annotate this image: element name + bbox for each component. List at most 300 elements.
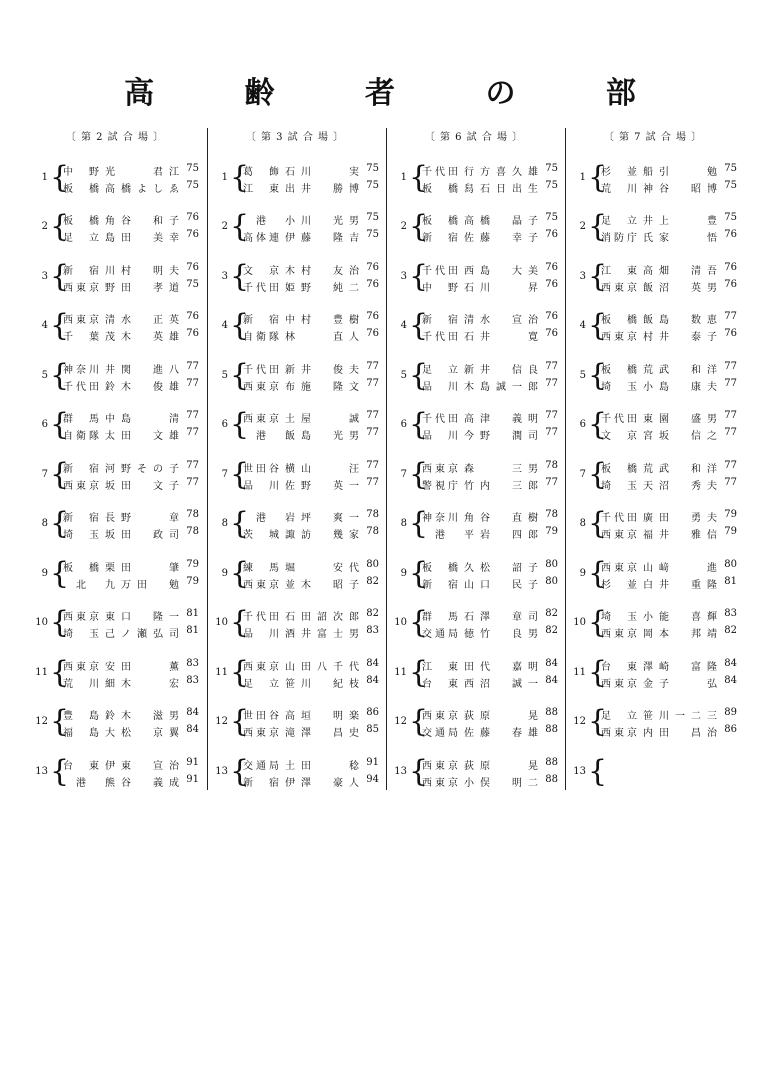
- competitor-name: 伊澤 豪人: [285, 778, 359, 789]
- team-name: 港: [435, 530, 445, 541]
- bracket-brace-icon: {: [588, 160, 608, 195]
- bracket-brace-icon: {: [230, 358, 250, 393]
- competitor-row: [601, 576, 737, 591]
- bracket-brace-icon: {: [409, 655, 429, 690]
- match-entry: [568, 754, 738, 793]
- competitor-name: 石井 寛: [464, 332, 538, 343]
- team-name: 高体連: [243, 233, 279, 244]
- competitor-row: [63, 328, 199, 343]
- competitor-name: 並木 昭子: [285, 580, 359, 591]
- competitor-row: [601, 724, 737, 739]
- bracket-brace-icon: {: [230, 407, 250, 442]
- bracket-brace-icon: {: [50, 358, 70, 393]
- page-title-text: 高 齢 者 の 部: [124, 76, 676, 111]
- competitor-age: 81: [186, 608, 199, 619]
- match-entry: [389, 209, 559, 248]
- bracket-brace-icon: {: [588, 308, 608, 343]
- team-name: 交通局: [422, 728, 458, 739]
- match-entry: [210, 457, 380, 496]
- competitor-age: 75: [724, 212, 737, 223]
- bracket-brace-icon: {: [409, 457, 429, 492]
- competitor-row: [243, 608, 379, 623]
- team-name: 千代田: [601, 513, 637, 524]
- match-number: 3: [579, 271, 586, 282]
- competitor-row: [601, 509, 737, 524]
- competitor-row: [601, 460, 737, 475]
- competitor-age: 77: [186, 378, 199, 389]
- team-name: 千 葉: [63, 332, 99, 343]
- court-column: [30, 128, 200, 790]
- competitor-name: 舄石日出生: [464, 184, 538, 195]
- competitor-age: 77: [366, 361, 379, 372]
- competitor-age: 77: [724, 361, 737, 372]
- competitor-row: [63, 526, 199, 541]
- competitor-row: [422, 229, 558, 244]
- competitor-age: 84: [366, 675, 379, 686]
- competitor-row: [422, 460, 558, 475]
- competitor-age: 76: [186, 262, 199, 273]
- competitor-row: [63, 757, 199, 772]
- competitor-name: 鈴木 俊雄: [105, 382, 179, 393]
- match-entry: [210, 655, 380, 694]
- competitor-row: [601, 608, 737, 623]
- competitor-age: 82: [545, 625, 558, 636]
- team-name: 板 橋: [63, 184, 99, 195]
- team-name: 西東京: [422, 761, 458, 772]
- competitor-age: 77: [724, 378, 737, 389]
- competitor-name: 石澤 章司: [464, 612, 538, 623]
- bracket-brace-icon: {: [588, 358, 608, 393]
- competitor-age: 76: [186, 328, 199, 339]
- competitor-name: 田代 嘉明: [464, 662, 538, 673]
- competitor-age: 76: [724, 229, 737, 240]
- competitor-age: 77: [545, 361, 558, 372]
- competitor-age: 80: [366, 559, 379, 570]
- bracket-brace-icon: {: [50, 259, 70, 294]
- competitor-age: 77: [186, 410, 199, 421]
- match-entry: [389, 754, 559, 793]
- match-number: 11: [215, 667, 228, 678]
- team-name: 神奈川: [63, 365, 99, 376]
- match-entry: [389, 457, 559, 496]
- competitor-name: 飯島 数恵: [643, 315, 717, 326]
- competitor-row: [422, 774, 558, 789]
- match-entry: [389, 605, 559, 644]
- competitor-age: 83: [186, 658, 199, 669]
- competitor-name: 太田 文雄: [105, 431, 179, 442]
- competitor-age: 76: [545, 311, 558, 322]
- competitor-row: [422, 212, 558, 227]
- competitor-name: 小能 喜輝: [643, 612, 717, 623]
- competitor-age: 78: [366, 509, 379, 520]
- competitor-name: 細木 宏: [105, 679, 179, 690]
- match-entry: [30, 160, 200, 199]
- competitor-row: [422, 311, 558, 326]
- competitor-name: 九万田 勉: [105, 580, 179, 591]
- competitor-age: 82: [366, 576, 379, 587]
- competitor-row: [243, 509, 379, 524]
- competitor-age: 84: [366, 658, 379, 669]
- team-name: 西東京: [243, 414, 279, 425]
- competitor-name: 佐野 英一: [285, 481, 359, 492]
- team-name: 西東京: [243, 728, 279, 739]
- match-number: 13: [394, 766, 407, 777]
- competitor-name: 清水 宣治: [464, 315, 538, 326]
- competitor-row: [243, 625, 379, 640]
- competitor-age: 75: [186, 163, 199, 174]
- match-number: 11: [394, 667, 407, 678]
- bracket-brace-icon: {: [50, 704, 70, 739]
- team-name: 板 橋: [422, 563, 458, 574]
- match-entry: [389, 308, 559, 347]
- court-column: [568, 128, 738, 790]
- competitor-row: [601, 559, 737, 574]
- match-number: 4: [221, 320, 228, 331]
- competitor-name: 坂田 文子: [105, 481, 179, 492]
- team-name: 埼 玉: [601, 382, 637, 393]
- competitor-row: [243, 526, 379, 541]
- team-name: 杉 並: [601, 580, 637, 591]
- match-entry: [30, 407, 200, 446]
- match-number: 8: [221, 518, 228, 529]
- competitor-row: [243, 361, 379, 376]
- competitor-name: 飯島 光男: [285, 431, 359, 442]
- team-name: 西東京: [422, 778, 458, 789]
- competitor-name: 中村 豊樹: [285, 315, 359, 326]
- team-name: 豊 島: [63, 711, 99, 722]
- column-divider: [386, 128, 387, 790]
- team-name: 西東京: [63, 612, 99, 623]
- competitor-row: [422, 509, 558, 524]
- competitor-age: 84: [545, 658, 558, 669]
- bracket-brace-icon: {: [588, 506, 608, 541]
- competitor-age: 77: [545, 427, 558, 438]
- team-name: 世田谷: [243, 464, 279, 475]
- match-number: 3: [221, 271, 228, 282]
- competitor-name: 木島誠一郎: [464, 382, 538, 393]
- match-entry: [389, 655, 559, 694]
- match-entry: [568, 655, 738, 694]
- match-number: 13: [573, 766, 586, 777]
- court-header: 〔 第 2 試 合 場 〕: [65, 132, 165, 143]
- competitor-name: 布施 隆文: [285, 382, 359, 393]
- match-number: 8: [41, 518, 48, 529]
- match-number: 4: [41, 320, 48, 331]
- competitor-row: [63, 658, 199, 673]
- bracket-brace-icon: {: [230, 457, 250, 492]
- competitor-name: 小川 光男: [285, 216, 359, 227]
- competitor-row: [243, 658, 379, 673]
- competitor-row: [422, 378, 558, 393]
- team-name: 足 立: [63, 233, 99, 244]
- competitor-name: 天沼 秀夫: [643, 481, 717, 492]
- match-entry: [30, 358, 200, 397]
- competitor-age: 78: [186, 509, 199, 520]
- competitor-age: 76: [545, 328, 558, 339]
- team-name: 葛 飾: [243, 167, 279, 178]
- competitor-row: [243, 279, 379, 294]
- competitor-row: [243, 262, 379, 277]
- match-entry: [568, 259, 738, 298]
- bracket-brace-icon: {: [230, 605, 250, 640]
- competitor-age: 83: [186, 675, 199, 686]
- match-number: 10: [35, 617, 48, 628]
- competitor-name: 岡本 邦靖: [643, 629, 717, 640]
- match-number: 1: [41, 172, 48, 183]
- competitor-age: 83: [724, 608, 737, 619]
- team-name: 練 馬: [243, 563, 279, 574]
- team-name: 西東京: [63, 283, 99, 294]
- bracket-brace-icon: {: [230, 506, 250, 541]
- competitor-row: [422, 576, 558, 591]
- team-name: 足 立: [243, 679, 279, 690]
- competitor-row: [63, 707, 199, 722]
- competitor-name: 白井 重隆: [643, 580, 717, 591]
- competitor-name: 澤崎 富隆: [643, 662, 717, 673]
- competitor-row: [243, 477, 379, 492]
- competitor-name: 熊谷 義成: [105, 778, 179, 789]
- bracket-brace-icon: {: [588, 407, 608, 442]
- competitor-name: 佐藤 春雄: [464, 728, 538, 739]
- team-name: 新 宿: [422, 580, 458, 591]
- competitor-name: 笹川一二三: [643, 711, 717, 722]
- match-entry: [30, 308, 200, 347]
- competitor-age: 76: [186, 229, 199, 240]
- match-number: 13: [35, 766, 48, 777]
- bracket-brace-icon: {: [409, 506, 429, 541]
- competitor-row: [63, 625, 199, 640]
- competitor-age: 77: [545, 477, 558, 488]
- competitor-name: 中島 清: [105, 414, 179, 425]
- competitor-name: 西沼 誠一: [464, 679, 538, 690]
- competitor-row: [422, 625, 558, 640]
- competitor-age: 86: [724, 724, 737, 735]
- competitor-row: [63, 774, 199, 789]
- competitor-row: [601, 427, 737, 442]
- team-name: 西東京: [243, 662, 279, 673]
- competitor-age: 88: [545, 774, 558, 785]
- competitor-age: 89: [724, 707, 737, 718]
- competitor-age: 76: [186, 212, 199, 223]
- competitor-age: 77: [186, 427, 199, 438]
- team-name: 板 橋: [601, 464, 637, 475]
- match-number: 6: [221, 419, 228, 430]
- competitor-row: [63, 279, 199, 294]
- team-name: 西東京: [422, 464, 458, 475]
- match-number: 2: [221, 221, 228, 232]
- competitor-row: [422, 526, 558, 541]
- competitor-name: 高橋 晶子: [464, 216, 538, 227]
- competitor-name: 行方喜久雄: [464, 167, 538, 178]
- match-number: 5: [400, 370, 407, 381]
- competitor-row: [601, 229, 737, 244]
- competitor-row: [63, 427, 199, 442]
- match-entry: [30, 655, 200, 694]
- match-entry: [568, 704, 738, 743]
- bracket-brace-icon: {: [409, 209, 429, 244]
- competitor-age: 76: [724, 262, 737, 273]
- competitor-row: [601, 707, 737, 722]
- team-name: 西東京: [63, 481, 99, 492]
- bracket-brace-icon: {: [588, 704, 608, 739]
- competitor-name: 諏訪 幾家: [285, 530, 359, 541]
- competitor-age: 77: [186, 361, 199, 372]
- match-entry: [210, 704, 380, 743]
- competitor-name: 村井 泰子: [643, 332, 717, 343]
- competitor-row: [422, 180, 558, 195]
- competitor-row: [422, 724, 558, 739]
- competitor-row: [601, 658, 737, 673]
- match-number: 9: [221, 568, 228, 579]
- competitor-age: 82: [724, 625, 737, 636]
- competitor-age: 79: [724, 526, 737, 537]
- bracket-brace-icon: {: [230, 754, 250, 789]
- match-entry: [210, 358, 380, 397]
- competitor-age: 76: [724, 279, 737, 290]
- competitor-age: 91: [186, 774, 199, 785]
- competitor-age: 79: [545, 526, 558, 537]
- match-entry: [30, 506, 200, 545]
- competitor-name: 廣田 勇夫: [643, 513, 717, 524]
- competitor-age: 75: [366, 229, 379, 240]
- competitor-name: 酒井富士男: [285, 629, 359, 640]
- court-header: 〔 第 7 試 合 場 〕: [603, 132, 703, 143]
- competitor-age: 76: [366, 311, 379, 322]
- competitor-row: [63, 163, 199, 178]
- competitor-row: [63, 378, 199, 393]
- competitor-age: 88: [545, 707, 558, 718]
- bracket-brace-icon: {: [50, 308, 70, 343]
- bracket-brace-icon: {: [230, 704, 250, 739]
- competitor-age: 82: [545, 608, 558, 619]
- competitor-age: 83: [366, 625, 379, 636]
- bracket-brace-icon: {: [409, 556, 429, 591]
- match-entry: [389, 407, 559, 446]
- match-number: 12: [35, 716, 48, 727]
- bracket-brace-icon: {: [409, 704, 429, 739]
- team-name: 西東京: [63, 315, 99, 326]
- bracket-brace-icon: {: [50, 655, 70, 690]
- bracket-brace-icon: {: [50, 506, 70, 541]
- team-name: 千代田: [422, 414, 458, 425]
- competitor-age: 75: [366, 163, 379, 174]
- competitor-name: 岩坪 爽一: [285, 513, 359, 524]
- competitor-age: 91: [186, 757, 199, 768]
- competitor-row: [422, 328, 558, 343]
- competitor-age: 76: [545, 229, 558, 240]
- competitor-age: 75: [366, 212, 379, 223]
- team-name: 荒 川: [63, 679, 99, 690]
- match-entry: [568, 605, 738, 644]
- competitor-name: 鈴木 滋男: [105, 711, 179, 722]
- team-name: 西東京: [63, 662, 99, 673]
- column-divider: [207, 128, 208, 790]
- match-number: 10: [573, 617, 586, 628]
- competitor-name: 栗田 肇: [105, 563, 179, 574]
- competitor-age: 77: [366, 460, 379, 471]
- competitor-name: 堀 安代: [285, 563, 359, 574]
- competitor-age: 88: [545, 724, 558, 735]
- competitor-name: 河野その子: [105, 464, 179, 475]
- bracket-brace-icon: {: [50, 407, 70, 442]
- competitor-row: [243, 180, 379, 195]
- competitor-age: 82: [366, 608, 379, 619]
- bracket-brace-icon: {: [50, 754, 70, 789]
- team-name: 西東京: [243, 580, 279, 591]
- competitor-name: 高畑 清吾: [643, 266, 717, 277]
- team-name: 埼 玉: [63, 530, 99, 541]
- competitor-name: 山﨑 進: [643, 563, 717, 574]
- match-number: 3: [41, 271, 48, 282]
- competitor-row: [601, 279, 737, 294]
- competitor-name: 光 君江: [105, 167, 179, 178]
- team-name: 中 野: [422, 283, 458, 294]
- competitor-name: 小俣 明二: [464, 778, 538, 789]
- bracket-brace-icon: {: [50, 160, 70, 195]
- competitor-row: [422, 559, 558, 574]
- competitor-age: 77: [186, 477, 199, 488]
- page-title: [0, 70, 760, 110]
- competitor-name: 金子 弘: [643, 679, 717, 690]
- match-number: 13: [215, 766, 228, 777]
- match-number: 1: [400, 172, 407, 183]
- match-entry: [568, 308, 738, 347]
- team-name: 新 宿: [422, 233, 458, 244]
- competitor-row: [243, 311, 379, 326]
- competitor-row: [601, 163, 737, 178]
- competitor-row: [243, 427, 379, 442]
- team-name: 世田谷: [243, 711, 279, 722]
- match-number: 9: [41, 568, 48, 579]
- competitor-age: 81: [186, 625, 199, 636]
- competitor-name: 竹内 三郎: [464, 481, 538, 492]
- competitor-name: 出井 勝博: [285, 184, 359, 195]
- match-number: 2: [41, 221, 48, 232]
- competitor-row: [63, 477, 199, 492]
- team-name: 文 京: [601, 431, 637, 442]
- competitor-name: 島田 美幸: [105, 233, 179, 244]
- team-name: 千代田: [243, 365, 279, 376]
- match-number: 9: [579, 568, 586, 579]
- competitor-row: [63, 262, 199, 277]
- competitor-row: [243, 163, 379, 178]
- team-name: 神奈川: [422, 513, 458, 524]
- competitor-row: [601, 328, 737, 343]
- competitor-age: 77: [366, 477, 379, 488]
- team-name: 品 川: [422, 382, 458, 393]
- team-name: 板 橋: [63, 563, 99, 574]
- bracket-brace-icon: {: [50, 556, 70, 591]
- bracket-brace-icon: {: [588, 655, 608, 690]
- competitor-age: 76: [186, 311, 199, 322]
- competitor-name: 東口 隆一: [105, 612, 179, 623]
- competitor-name: 内田 昌治: [643, 728, 717, 739]
- team-name: 西東京: [243, 382, 279, 393]
- competitor-row: [422, 757, 558, 772]
- team-name: 茨 城: [243, 530, 279, 541]
- bracket-brace-icon: {: [588, 605, 608, 640]
- competitor-name: 高津 義明: [464, 414, 538, 425]
- competitor-row: [422, 427, 558, 442]
- team-name: 埼 玉: [601, 612, 637, 623]
- team-name: 台 東: [601, 662, 637, 673]
- bracket-brace-icon: {: [409, 754, 429, 789]
- competitor-row: [601, 477, 737, 492]
- competitor-name: 久松 詔子: [464, 563, 538, 574]
- competitor-name: 井上 豊: [643, 216, 717, 227]
- competitor-age: 75: [724, 163, 737, 174]
- competitor-age: 85: [366, 724, 379, 735]
